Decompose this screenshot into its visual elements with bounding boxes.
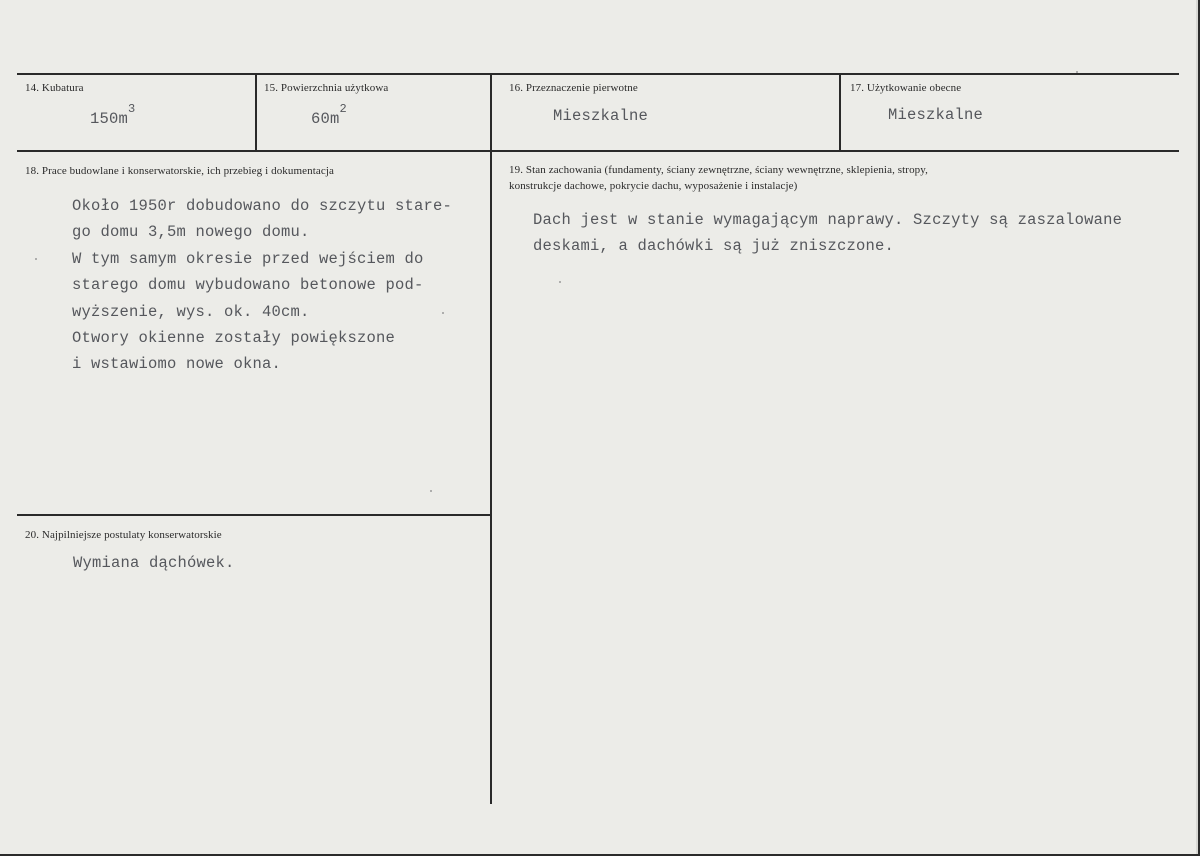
- field-14-label: 14. Kubatura: [25, 82, 84, 94]
- paper-speck: [430, 490, 432, 492]
- field-19-label-line1: 19. Stan zachowania (fundamenty, ściany zewnętrzne, ściany wewnętrzne, sklepienia, stropy,: [509, 164, 929, 176]
- top-rule: [17, 73, 1179, 75]
- field-18-line: i wstawiomo nowe okna.: [72, 355, 282, 374]
- field-18-line: starego domu wybudowano betonowe pod-: [72, 276, 424, 295]
- field-19-text: [533, 207, 1122, 260]
- col-divider-2: [490, 74, 492, 804]
- powierzchnia-value: 60m: [311, 110, 340, 128]
- col-divider-3: [839, 74, 841, 151]
- field-18-line: go domu 3,5m nowego domu.: [72, 223, 310, 242]
- paper-speck: [442, 312, 444, 314]
- field-20-label: 20. Najpilniejsze postulaty konserwatorskie: [25, 529, 222, 541]
- paper-speck: [1076, 71, 1078, 73]
- field-19-line: Dach jest w stanie wymagającym naprawy. Szczyty są zaszalowane: [533, 211, 1123, 229]
- field-17-value: Mieszkalne: [888, 106, 984, 124]
- field-18-line: W tym samym okresie przed wejściem do: [72, 249, 424, 268]
- field-18-text: [72, 193, 452, 378]
- field-16-label: 16. Przeznaczenie pierwotne: [509, 82, 638, 94]
- field-14-value: [90, 102, 136, 133]
- field-18-line: wyższenie, wys. ok. 40cm.: [72, 302, 310, 321]
- paper-speck: [559, 281, 561, 283]
- col-divider-1: [255, 74, 257, 151]
- field-18-label: 18. Prace budowlane i konserwatorskie, ich przebieg i dokumentacja: [25, 165, 334, 177]
- kubatura-unit-sup: 3: [128, 102, 136, 116]
- paper-speck: [35, 258, 37, 260]
- field-18-line: Około 1950r dobudowano do szczytu stare-: [72, 197, 453, 215]
- field-16-value: Mieszkalne: [553, 107, 649, 125]
- section18-bottom-rule: [17, 514, 491, 516]
- field-15-value: [311, 102, 347, 133]
- field-17-label: 17. Użytkowanie obecne: [850, 82, 962, 94]
- powierzchnia-unit-sup: 2: [339, 102, 347, 116]
- row1-bottom-rule: [17, 150, 1179, 152]
- field-20-value: Wymiana dąchówek.: [73, 554, 235, 572]
- kubatura-value: 150m: [90, 110, 129, 128]
- field-18-line: Otwory okienne zostały powiększone: [72, 329, 396, 348]
- field-15-label: 15. Powierzchnia użytkowa: [264, 82, 389, 94]
- field-19-line: deskami, a dachówki są już zniszczone.: [533, 237, 895, 256]
- field-19-label-line2: konstrukcje dachowe, pokrycie dachu, wyposażenie i instalacje): [509, 180, 798, 192]
